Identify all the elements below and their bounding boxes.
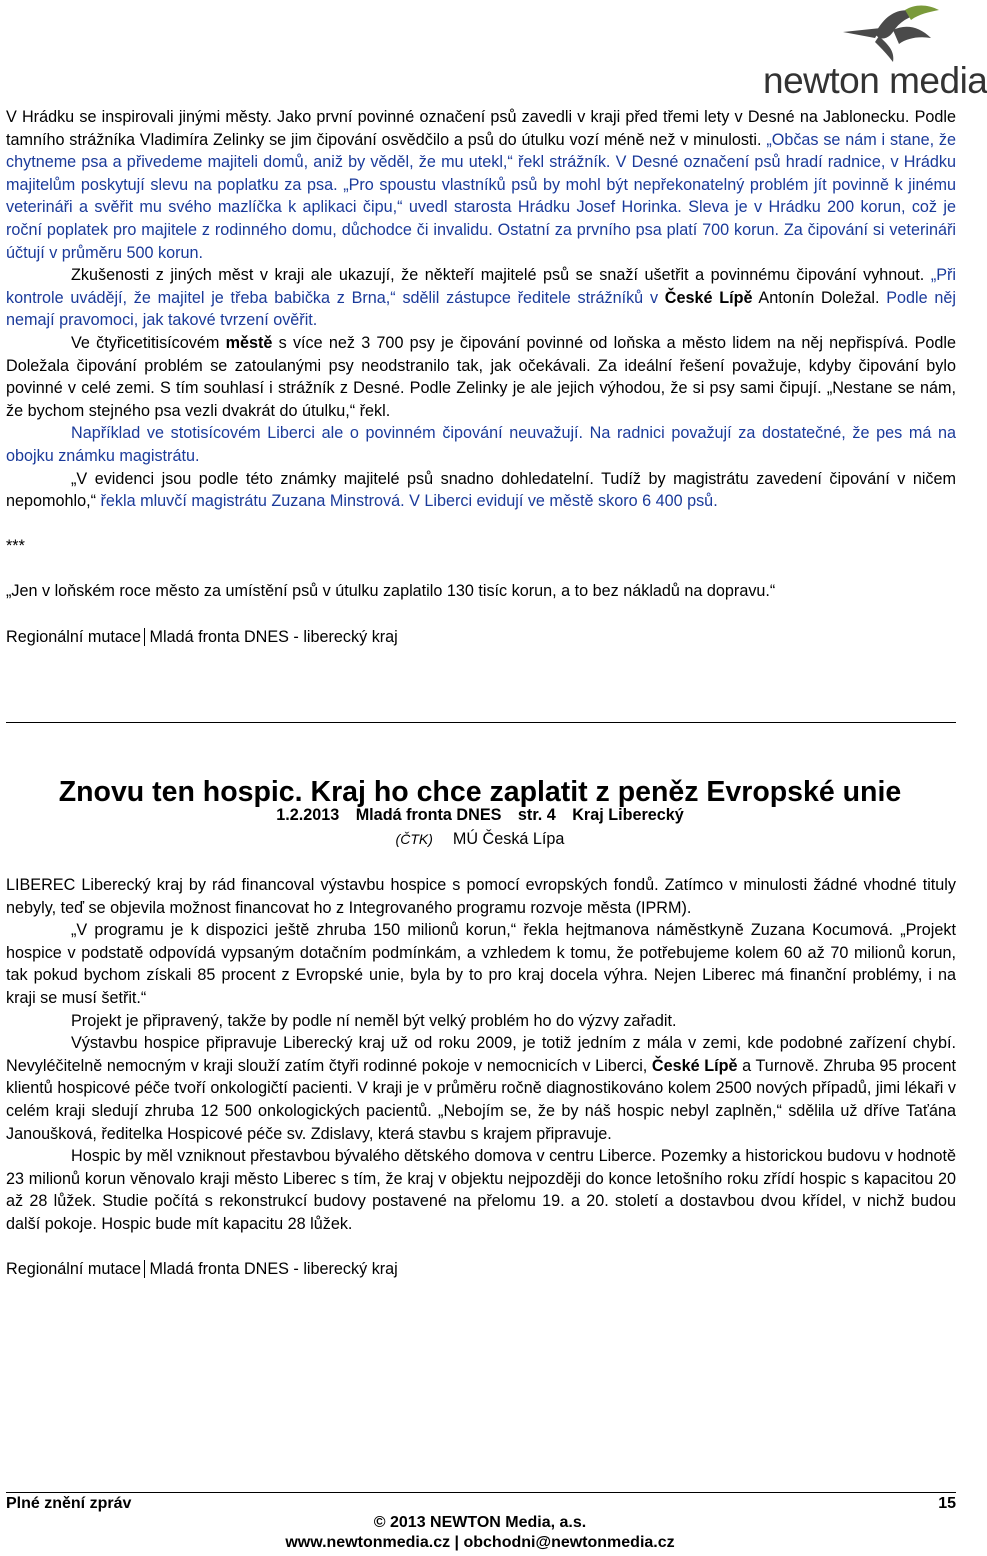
article-meta [0, 806, 960, 825]
footer-contact: www.newtonmedia.cz | obchodni@newtonmedia.cz [285, 1534, 675, 1551]
paragraph: Výstavbu hospice připravuje Liberecký kraj už od roku 2009, je totiž jedním z mála v zemi, kde podobné zařízení chybí. Nevyléčitelně nemocným v kraji slouží zatím čtyři rodinné pokoje v nemocnicích v Liberci, České Lípě a Turnově. Zhruba 95 procent klientů hospicové péče tvoří onkologičtí pacienti. V kraji je v průměru ročně diagnostikováno kolem 2500 nových případů, jimi lékaři v celém kraji sledují zhruba 12 500 onkologických pacientů. „Nebojím se, že by náš hospic nebyl zaplněn,“ sdělila už dříve Taťána Janoušková, ředitelka Hospicové péče sv. Zdislavy, která stavbu s krajem připravuje. [6, 1034, 956, 1143]
paragraph: Projekt je připravený, takže by podle ní neměl být velký problém ho do výzvy zařadit. [71, 1011, 677, 1030]
article-title: Znovu ten hospic. Kraj ho chce zaplatit z peněz Evropské unie [58, 776, 902, 808]
paragraph: Zkušenosti z jiných měst v kraji ale ukazují, že někteří majitelé psů se snaží ušetřit a povinnému čipování vyhnout. „Při kontrole uvádějí, že majitel je třeba babička z Brna,“ sdělil zástupce ředitele strážníků v České Lípě Antonín Doležal. Podle něj nemají pravomoci, jak takové tvrzení ověřit. [6, 266, 956, 330]
separator-stars: *** [6, 537, 25, 556]
source-edition: Regionální mutace [6, 1260, 145, 1278]
paragraph: „V evidenci jsou podle této známky majitelé psů snadno dohledatelní. Tudíž by magistrátu zavedení čipování v ničem nepomohlo,“ řekla mluvčí magistrátu Zuzana Minstrová. V Liberci evidují ve městě skoro 6 400 psů. [6, 469, 956, 511]
footer-copyright: © 2013 NEWTON Media, a.s. [373, 1514, 587, 1531]
source-paper: Mladá fronta DNES - liberecký kraj [149, 627, 398, 646]
article-source [6, 626, 956, 649]
article-date: 1.2.2013 [276, 806, 340, 824]
source-paper: Mladá fronta DNES - liberecký kraj [149, 1260, 398, 1279]
paragraph: Například ve stotisícovém Liberci ale o povinném čipování neuvažují. Na radnici považují za dostatečné, že pes má na obojku známku magistrátu. [6, 424, 956, 465]
article-location: MÚ Česká Lípa [452, 830, 565, 848]
paragraph: „V programu je k dispozici ještě zhruba 150 milionů korun,“ řekla hejtmanova náměstkyně Zuzana Kocumová. „Projekt hospice v podstatě odpovídá vypsaným dotačním podmínkám, a vzhledem k tomu, že potřebujeme kolem 60 až 70 milionů korun, tak pokud bychom získali 85 procent z Evropské unie, byla by to pro kraj docela výhra. Nejen Liberec má finanční problémy, i na kraji se musí šetřit.“ [6, 921, 956, 1007]
article-source [6, 1258, 956, 1281]
article-source-line [0, 830, 960, 849]
paragraph: LIBEREC Liberecký kraj by rád financoval výstavbu hospice s pomocí evropských fondů. Zatímco v minulosti žádné vhodné tituly nebyly, teď se objevila možnost financovat ho z Integrovaného programu rozvoje města (IPRM). [6, 876, 956, 917]
paragraph: Ve čtyřicetitisícovém městě s více než 3 700 psy je čipování povinné od loňska a město lidem na něj nepřispívá. Podle Doležala čipování problém se zatoulanými psy neodstranilo tak, jak očekávali. Za ideální řešení považuje, kdyby čipování bylo povinné v celé zemi. S tím souhlasí i strážník z Desné. Podle Zelinky je ale jejich výhodou, že si psy sami čipují. „Nestane se nám, že bychom stejného psa vezli dvakrát do útulku,“ řekl. [6, 333, 957, 420]
footer-title: Plné znění zpráv [6, 1495, 132, 1512]
page-number: 15 [938, 1495, 956, 1512]
article-agency: (ČTK) [395, 831, 433, 847]
footer-rule [6, 1492, 956, 1493]
article-section: Kraj Liberecký [572, 806, 684, 824]
newton-media-logo [757, 4, 987, 101]
paragraph: Hospic by měl vzniknout přestavbou bývalého dětského domova v centru Liberce. Pozemky a historickou budovu v hodnotě 23 milionů korun věnovalo kraji město Liberec s tím, že kraj v objektu nejpozději do konce letošního roku zřídí hospic s kapacitou 20 až 28 lůžek. Studie počítá s rekonstrukcí budovy postavené na přelomu 19. a 20. století a dostavbou dvou křídel, v nichž budou další pokoje. Hospic bude mít kapacitu 28 lůžek. [6, 1147, 956, 1233]
article-dog-chipping [6, 106, 956, 648]
article-divider [6, 722, 956, 723]
paragraph: V Hrádku se inspirovali jinými městy. Jako první povinné označení psů zavedli v kraji před třemi lety v Desné na Jablonecku. Podle tamního strážníka Vladimíra Zelinky se jim čipování osvědčilo a psů do útulku vozí méně než v minulosti. „Občas se nám i stane, že chytneme psa a přivedeme majiteli domů, aniž by věděl, že mu utekl,“ řekl strážník. V Desné označení psů hradí radnice, v Hrádku majitelům poskytují slevu na poplatku za psa. „Pro spoustu vlastníků psů by mohl být nepřekonatelný problém jít povinně k jinému veterináři a svěřit mu svého mazlíčka k aplikaci čipu,“ uvedl starosta Hrádku Josef Horinka. Sleva je v Hrádku 200 korun, což je roční poplatek pro majitele z rodinného domu, důchodce či invalidu. Ostatní za prvního psa platí 700 korun. Za čipování si veterináři účtují v průměru 500 korun. [6, 108, 956, 262]
article-paper: Mladá fronta DNES [355, 806, 502, 824]
pull-quote: „Jen v loňském roce město za umístění psů v útulku zaplatilo 130 tisíc korun, a to bez nákladů na dopravu.“ [6, 582, 776, 601]
article-page: str. 4 [517, 806, 556, 824]
source-edition: Regionální mutace [6, 628, 145, 646]
bird-icon [835, 4, 945, 66]
logo-wordmark: newton media [763, 60, 987, 101]
article-hospice [6, 874, 956, 1281]
